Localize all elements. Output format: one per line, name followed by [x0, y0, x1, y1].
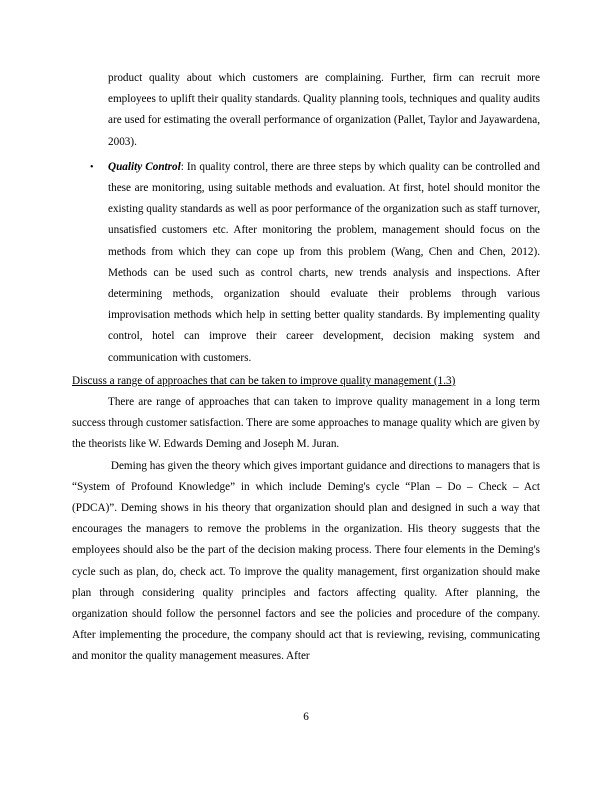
- bullet-text: : In quality control, there are three steps by which quality can be controlled and these are monitoring, using suitable methods and evaluation. At first, hotel should monitor the existing quality standards as well as poor performance of the organization such as staff turnover, unsatisfied customers etc. After monitoring the problem, management should focus on the methods from which they can cope up from this problem (Wang, Chen and Chen, 2012). Methods can be used such as control charts, new trends analysis and inspections. After determining methods, organization should evaluate their problems through various improvisation methods which help in setting better quality standards. By implementing quality control, hotel can improve their career development, decision making system and communication with customers.: [108, 160, 540, 364]
- page-content: [72, 68, 543, 668]
- bullet-title: Quality Control: [108, 160, 181, 173]
- body-paragraph-2: Deming has given the theory which gives important guidance and directions to managers that is “System of Profound Knowledge” in which include Deming's cycle “Plan – Do – Check – Act (PDCA)”. Deming shows in his theory that organization should plan and designed in such a way that encourages the managers to remove the problems in the organization. His theory suggests that the employees should also be the part of the decision making process. There four elements in the Deming's cycle such as plan, do, check act. To improve the quality management, first organization should make plan through considering quality principles and factors affecting quality. After planning, the organization should follow the personnel factors and see the policies and procedure of the company. After implementing the procedure, the company should act that is reviewing, revising, communicating and monitor the quality management measures. After: [72, 459, 543, 663]
- bullet-item-quality-control: [72, 157, 540, 369]
- body-paragraph-1: There are range of approaches that can taken to improve quality management in a long term success through customer satisfaction. There are some approaches to manage quality which are given by the theorists like W. Edwards Deming and Joseph M. Juran.: [72, 396, 540, 451]
- bullet-paragraph: [108, 157, 540, 369]
- bullet-marker: •: [90, 161, 94, 173]
- section-heading: Discuss a range of approaches that can be taken to improve quality management (1.3): [72, 374, 456, 387]
- continuation-paragraph: product quality about which customers are complaining. Further, firm can recruit more employees to uplift their quality standards. Quality planning tools, techniques and quality audits are used for estimating the overall performance of organization (Pallet, Taylor and Jayawardena, 2003).: [108, 72, 540, 148]
- page-number: 6: [303, 711, 309, 723]
